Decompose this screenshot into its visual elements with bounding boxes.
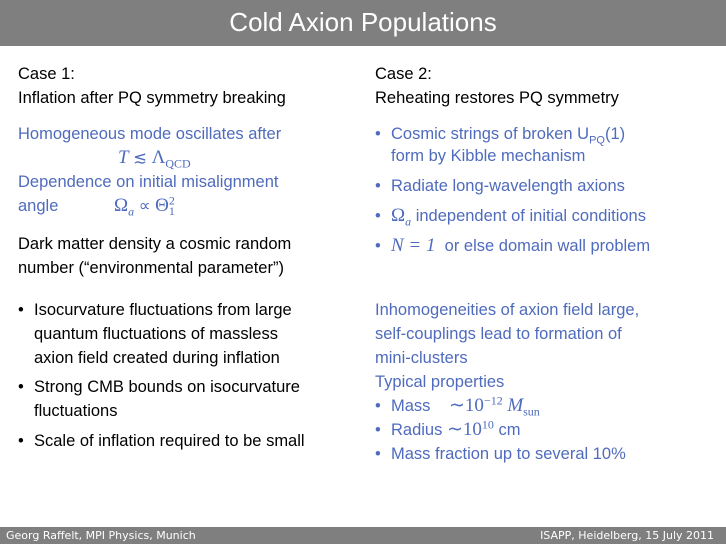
footer-bar bbox=[0, 527, 726, 544]
left-line3-row bbox=[18, 194, 348, 218]
dark-matter-block bbox=[18, 232, 291, 280]
dark-matter-line1: Dark matter density a cosmic random bbox=[18, 235, 292, 253]
dark-matter-line2: number (“environmental parameter”) bbox=[18, 259, 284, 277]
prop-mass-fraction: • Mass fraction up to several 10% bbox=[375, 442, 720, 466]
left-math2: $\Omega_a \propto \Theta^2_1$ bbox=[114, 193, 175, 219]
right-bullet-radiate: • Radiate long-wavelength axions bbox=[375, 175, 715, 197]
right-bullet-omega: • $\Omega_a$ independent of initial conditions bbox=[375, 205, 715, 227]
left-line3: angle bbox=[18, 197, 59, 215]
left-line1: Homogeneous mode oscillates after bbox=[18, 125, 282, 143]
left-bullets bbox=[18, 298, 358, 453]
right-bullet-cosmic-strings: • Cosmic strings of broken $U_{PQ}(1)$ form by Kibble mechanism bbox=[375, 123, 715, 167]
left-case-heading: Case 1: bbox=[18, 65, 75, 83]
right-bullets-top bbox=[375, 123, 715, 257]
prop-radius: • Radius $\sim 10^{10}$ cm bbox=[375, 418, 720, 442]
right-case-subtitle: Reheating restores PQ symmetry bbox=[375, 89, 619, 107]
prop-mass: • Mass $\sim 10^{-12}$ $M_{sun}$ bbox=[375, 394, 720, 418]
right-bullet-domain-wall: • N = 1 or else domain wall problem bbox=[375, 235, 715, 257]
left-case-heading-block bbox=[18, 62, 286, 110]
typical-properties-heading: Typical properties bbox=[375, 373, 505, 391]
right-inhomogeneities-block: Inhomogeneities of axion field large, self-couplings lead to formation of mini-clusters Typical properties • Mass $\sim 10^{-12}$ $M_{sun}$ • Radius $\sim 10^{10}$ cm • Mass fraction up to several 10% bbox=[375, 298, 720, 466]
footer-author: Georg Raffelt, MPI Physics, Munich bbox=[6, 529, 196, 542]
left-case-subtitle: Inflation after PQ symmetry breaking bbox=[18, 89, 286, 107]
footer-event: ISAPP, Heidelberg, 15 July 2011 bbox=[540, 529, 714, 542]
left-bullet-1: • Isocurvature fluctuations from large quantum fluctuations of massless axion field created during inflation bbox=[18, 298, 358, 370]
right-case-heading: Case 2: bbox=[375, 65, 432, 83]
left-bullet-3: • Scale of inflation required to be small bbox=[18, 429, 358, 453]
left-homogeneous-block bbox=[18, 122, 348, 218]
right-case-heading-block bbox=[375, 62, 619, 110]
left-bullet-2: • Strong CMB bounds on isocurvature fluctuations bbox=[18, 375, 358, 423]
slide-title: Cold Axion Populations bbox=[229, 7, 497, 37]
left-math1: T ≲ $\Lambda_{QCD}$ bbox=[118, 147, 191, 171]
left-line2: Dependence on initial misalignment bbox=[18, 173, 279, 191]
